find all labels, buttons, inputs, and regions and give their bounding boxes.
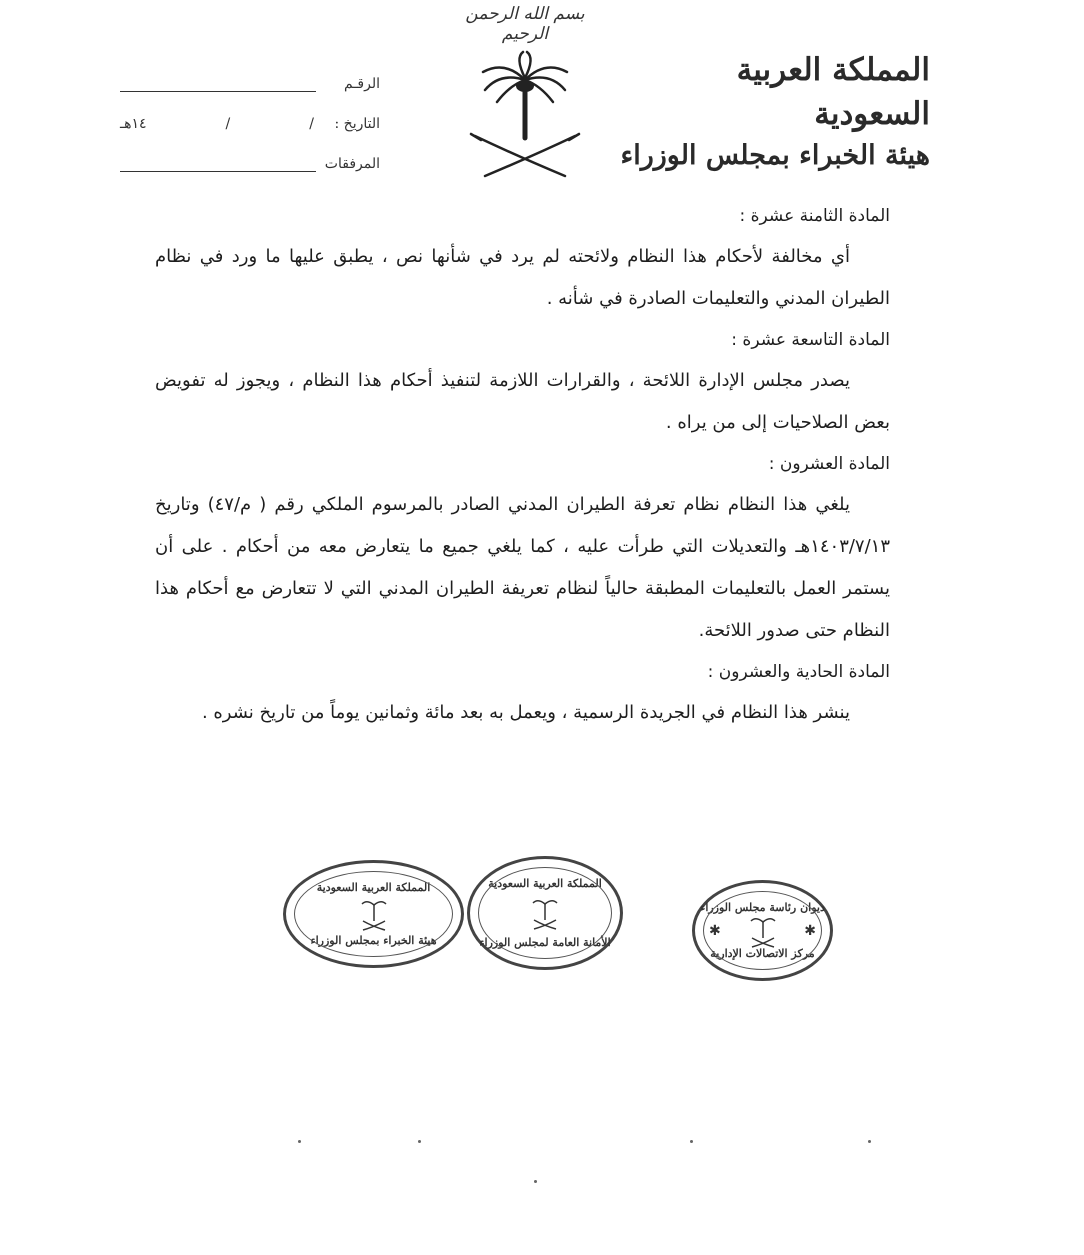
ref-number-line [120,77,316,92]
article-19-text: يصدر مجلس الإدارة اللائحة ، والقرارات اللازمة لتنفيذ أحكام هذا النظام ، ويجوز له تفويض بعض الصلاحيات إلى من يراه . [155,370,890,433]
authority-name: هيئة الخبراء بمجلس الوزراء [620,140,930,171]
document-body [155,200,890,738]
ref-number-label: الرقـم [344,76,380,92]
stamp-general-secretariat: المملكة العربية السعودية الأمانة العامة لمجلس الوزراء [467,856,623,970]
date-value [120,116,320,132]
stamp-cabinet-diwan: ديوان رئاسة مجلس الوزراء ✱ ✱ مركز الاتصالات الإدارية [692,880,833,981]
attachments-label: المرفقات [324,156,380,172]
basmala: بسم الله الرحمن الرحيم [465,4,585,44]
date-suffix: ١٤هـ [120,116,147,132]
date-row [120,92,380,132]
scan-speck [534,1180,537,1183]
scan-speck [298,1140,301,1143]
article-21-text: ينشر هذا النظام في الجريدة الرسمية ، ويعمل به بعد مائة وثمانين يوماً من تاريخ نشره . [201,702,850,723]
article-20-text: يلغي هذا النظام نظام تعرفة الطيران المدني الصادر بالمرسوم الملكي رقم ( م/٤٧) وتاريخ ١٤٠٣/٧/١٣هـ والتعديلات التي طرأت عليه ، كما يلغي جميع ما يتعارض معه من أحكام . على أن يستمر العمل بالتعليمات المطبقة حالياً لنظام تعريفة الطيران المدني التي لا تتعارض مع أحكام هذا النظام حتى صدور اللائحة. [155,494,890,641]
palm-emblem-icon [359,897,389,931]
saudi-emblem-icon [465,50,585,180]
article-21-title: المادة الحادية والعشرون : [707,662,890,682]
date-sep: / [225,116,231,132]
scan-speck [418,1140,421,1143]
reference-block [120,52,380,172]
attachments-row [120,132,380,172]
scan-speck [868,1140,871,1143]
palm-emblem-icon [748,914,778,948]
star-icon: ✱ [804,922,816,939]
article-20-title: المادة العشرون : [768,454,890,474]
attachments-line [120,157,316,172]
article-18-text: أي مخالفة لأحكام هذا النظام ولائحته لم يرد في شأنها نص ، يطبق عليها ما ورد في نظام الطيران المدني والتعليمات الصادرة في شأنه . [155,246,890,309]
date-label: التاريخ : [334,116,380,132]
scan-speck [690,1140,693,1143]
palm-emblem-icon [530,896,560,930]
date-sep: / [309,116,314,132]
ref-number-row [120,52,380,92]
star-icon: ✱ [709,922,721,939]
article-19-title: المادة التاسعة عشرة : [731,330,890,350]
stamp-experts-commission: المملكة العربية السعودية هيئة الخبراء بمجلس الوزراء [283,860,464,968]
letterhead [620,48,930,176]
kingdom-name: المملكة العربية السعودية [736,52,930,132]
article-18-title: المادة الثامنة عشرة : [739,206,890,226]
